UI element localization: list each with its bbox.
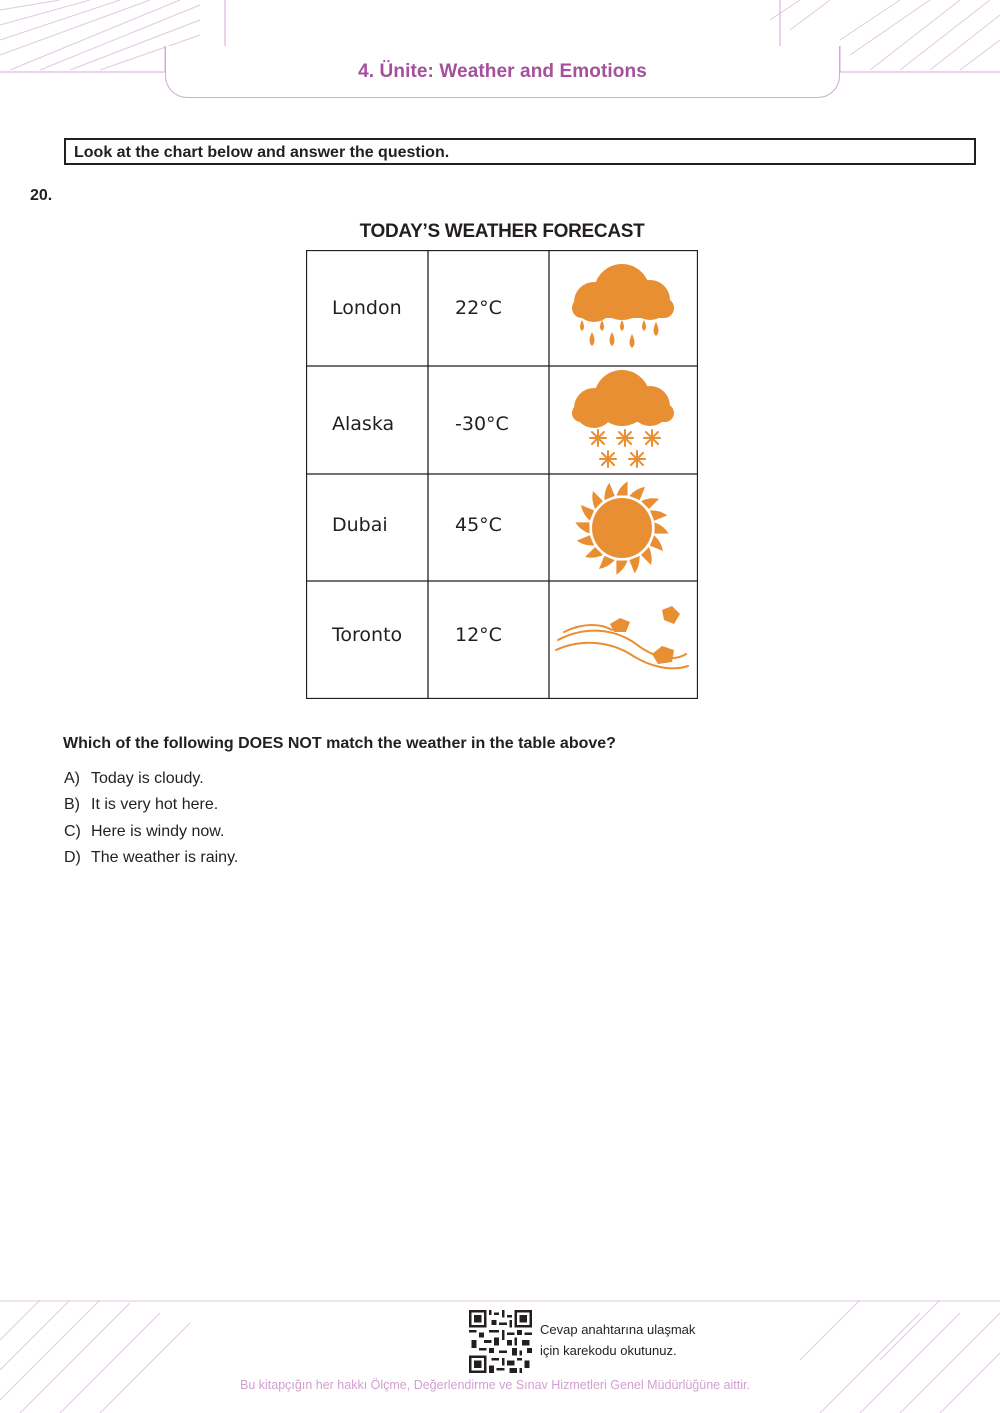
unit-header [165, 46, 840, 98]
answer-option-b[interactable] [64, 796, 218, 814]
rain-cloud-icon [564, 258, 684, 362]
city-name: Toronto [332, 624, 403, 646]
option-letter: A) [64, 770, 80, 787]
sun-ray [575, 522, 589, 533]
question-number: 20. [30, 187, 53, 204]
temperature-value: 45°C [455, 514, 502, 536]
instruction-box [64, 138, 976, 165]
qr-note-line1: Cevap anahtarına ulaşmak [540, 1322, 696, 1337]
option-letter: D) [64, 849, 81, 866]
option-text: It is very hot here. [91, 796, 219, 813]
answer-option-d[interactable] [64, 849, 238, 867]
qr-note-line2: için karekodu okutunuz. [540, 1343, 677, 1358]
city-name: Dubai [332, 514, 388, 536]
sun-ray [629, 487, 645, 500]
sun-ray [655, 522, 669, 533]
qr-code[interactable] [469, 1310, 532, 1373]
sun-ray [577, 535, 594, 545]
sun-ray [581, 505, 594, 521]
city-name: Alaska [332, 413, 395, 435]
sun-ray [616, 561, 627, 575]
option-text: Here is windy now. [91, 823, 225, 840]
option-text: The weather is rainy. [91, 849, 239, 866]
option-letter: C) [64, 823, 81, 840]
sun-ray [616, 481, 627, 495]
sun-ray [629, 556, 639, 573]
sun-ray [604, 483, 614, 500]
temperature-value: 22°C [455, 297, 502, 319]
question-prompt: Which of the following DOES NOT match the weather in the table above? [63, 735, 616, 752]
snow-cloud-icon [564, 368, 684, 472]
city-name: London [332, 297, 402, 319]
wind-leaves-icon [554, 602, 694, 682]
forecast-table [306, 250, 698, 699]
answer-option-a[interactable] [64, 770, 204, 788]
option-letter: B) [64, 796, 80, 813]
answer-option-c[interactable] [64, 823, 224, 841]
unit-title: 4. Ünite: Weather and Emotions [358, 60, 647, 82]
temperature-value: -30°C [455, 413, 509, 435]
sun-ray [650, 535, 663, 551]
instruction-text: Look at the chart below and answer the question. [74, 144, 450, 161]
sun-icon [572, 478, 672, 578]
temperature-value: 12°C [455, 624, 502, 646]
sun-ray [599, 556, 615, 569]
option-text: Today is cloudy. [91, 770, 204, 787]
sun-ray [650, 510, 667, 520]
copyright-notice: Bu kitapçığın her hakkı Ölçme, Değerlendirme ve Sınav Hizmetleri Genel Müdürlüğüne aittir. [240, 1378, 750, 1392]
forecast-title: TODAY’S WEATHER FORECAST [359, 221, 645, 242]
